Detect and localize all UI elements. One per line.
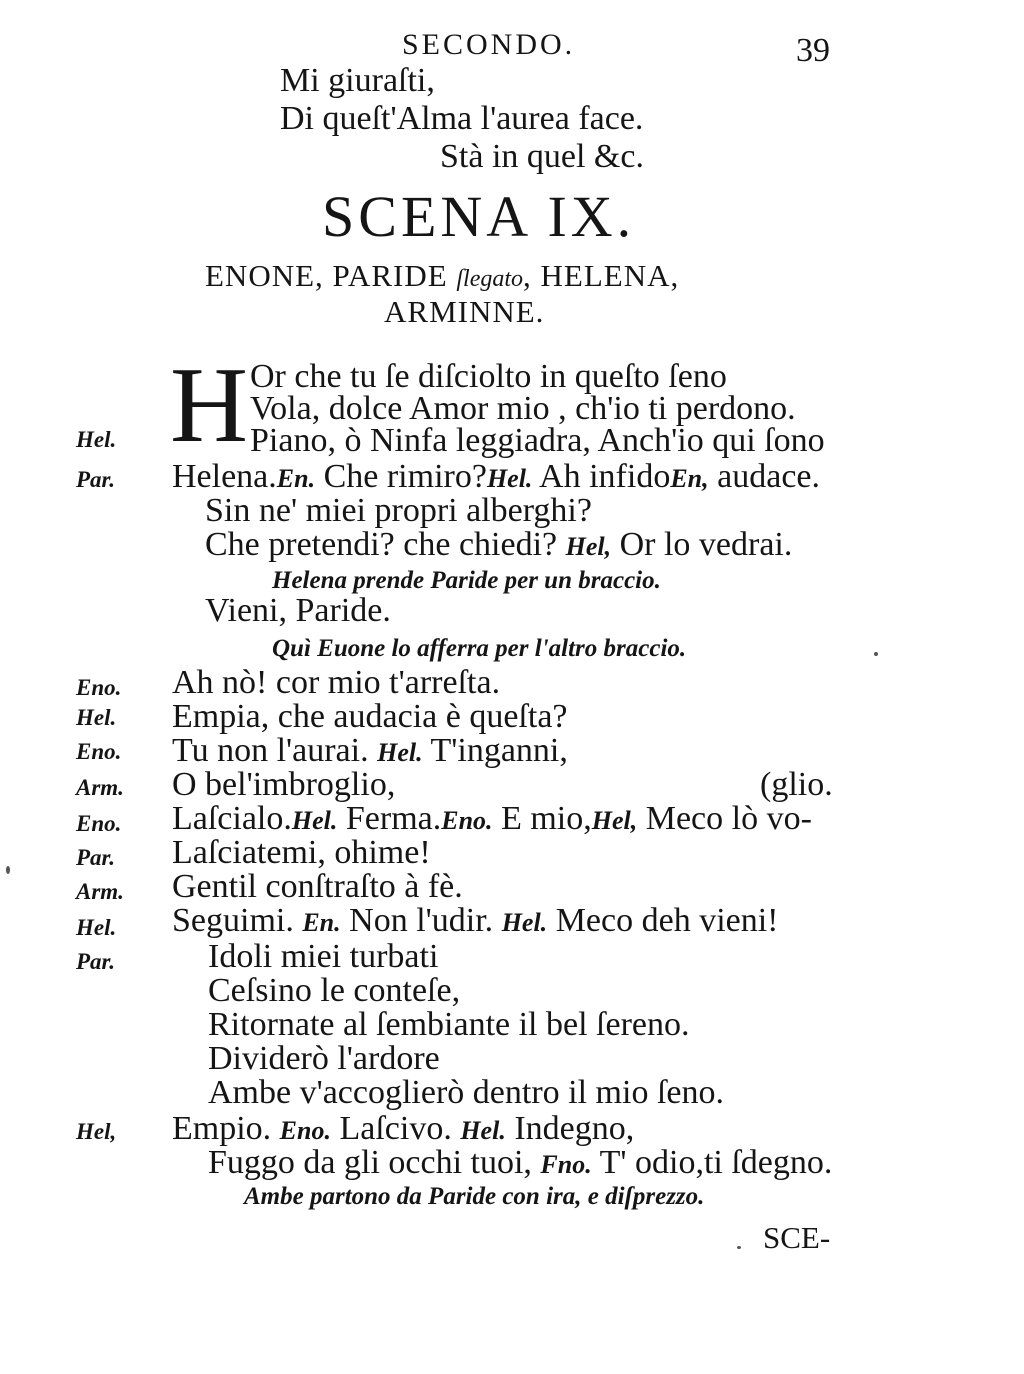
speaker-label: Arm.: [76, 879, 124, 904]
cast-stage-note: ſlegato: [456, 266, 524, 292]
speaker-label: Par.: [76, 845, 115, 870]
cast-list-continued: ARMINNE.: [384, 294, 545, 329]
verse-line: Che pretendi? che chiedi? Hel, Or lo vedrai.: [205, 526, 793, 563]
cast-names-end: , HELENA,: [523, 258, 680, 293]
verse-line: Empia, che audacia è queſta?: [172, 698, 568, 735]
verse-turnover: (glio.: [760, 766, 833, 803]
scene-title: SCENA IX.: [322, 184, 636, 249]
speaker-label: Eno.: [76, 739, 122, 764]
speaker-label: Hel.: [76, 427, 117, 452]
speaker-label: Hel,: [76, 1119, 117, 1144]
verse-line: Tu non l'aurai. Hel. T'inganni,: [172, 732, 568, 769]
verse-line: Dividerò l'ardore: [208, 1040, 440, 1077]
scan-speck: [6, 866, 10, 874]
verse-line: Laſciatemi, ohime!: [172, 834, 431, 871]
speaker-label: Par.: [76, 467, 115, 492]
verse-line: Laſcialo.Hel. Ferma.Eno. E mio,Hel, Meco lò vo-: [172, 800, 812, 837]
verse-line: Ritornate al ſembiante il bel ſereno.: [208, 1006, 690, 1043]
verse-line: Mi giuraſti,: [280, 62, 435, 99]
speaker-label: Arm.: [76, 775, 124, 800]
verse-line: Sin ne' miei propri alberghi?: [205, 492, 592, 529]
verse-line: Vola, dolce Amor mio , ch'io ti perdono.: [250, 390, 796, 427]
stage-direction: Ambe partono da Paride con ira, e diſprezzo.: [244, 1183, 705, 1210]
verse-line: Fuggo da gli occhi tuoi, Fno. T' odio,ti ſdegno.: [208, 1144, 833, 1181]
catchword: SCE-: [763, 1220, 831, 1255]
scan-speck: [874, 652, 878, 656]
verse-line: Piano, ò Ninfa leggiadra, Anch'io qui ſono: [250, 422, 825, 459]
speaker-label: Eno.: [76, 811, 122, 836]
drop-cap: H: [170, 346, 248, 465]
stage-direction: Helena prende Paride per un braccio.: [272, 567, 661, 594]
speaker-label: Hel.: [76, 915, 117, 940]
speaker-label: Hel.: [76, 705, 117, 730]
stage-direction: Quì Euone lo afferra per l'altro braccio.: [272, 635, 687, 662]
verse-line: Empio. Eno. Laſcivo. Hel. Indegno,: [172, 1110, 635, 1147]
verse-line: Ceſsino le conteſe,: [208, 972, 461, 1009]
verse-line: Idoli miei turbati: [208, 938, 439, 975]
verse-line: Ah nò! cor mio t'arreſta.: [172, 664, 501, 701]
verse-line: Stà in quel &c.: [440, 138, 644, 175]
verse-line: O bel'imbroglio,: [172, 766, 396, 803]
verse-line: Ambe v'accoglierò dentro il mio ſeno.: [208, 1074, 724, 1111]
scan-speck: [737, 1246, 741, 1249]
speaker-label: Par.: [76, 949, 115, 974]
page-number: 39: [796, 32, 830, 69]
verse-line: Helena.En. Che rimiro?Hel. Ah infidoEn, audace.: [172, 458, 821, 495]
cast-list: [205, 260, 679, 291]
verse-line: Vieni, Paride.: [205, 592, 391, 629]
verse-line: Seguimi. En. Non l'udir. Hel. Meco deh vieni!: [172, 902, 779, 939]
verse-line: Or che tu ſe diſciolto in queſto ſeno: [250, 358, 727, 395]
running-head: SECONDO.: [402, 28, 576, 61]
verse-line: Di queſt'Alma l'aurea face.: [280, 100, 644, 137]
verse-line: Gentil conſtraſto à fè.: [172, 868, 463, 905]
cast-names: ENONE, PARIDE: [205, 258, 457, 293]
speaker-label: Eno.: [76, 675, 122, 700]
